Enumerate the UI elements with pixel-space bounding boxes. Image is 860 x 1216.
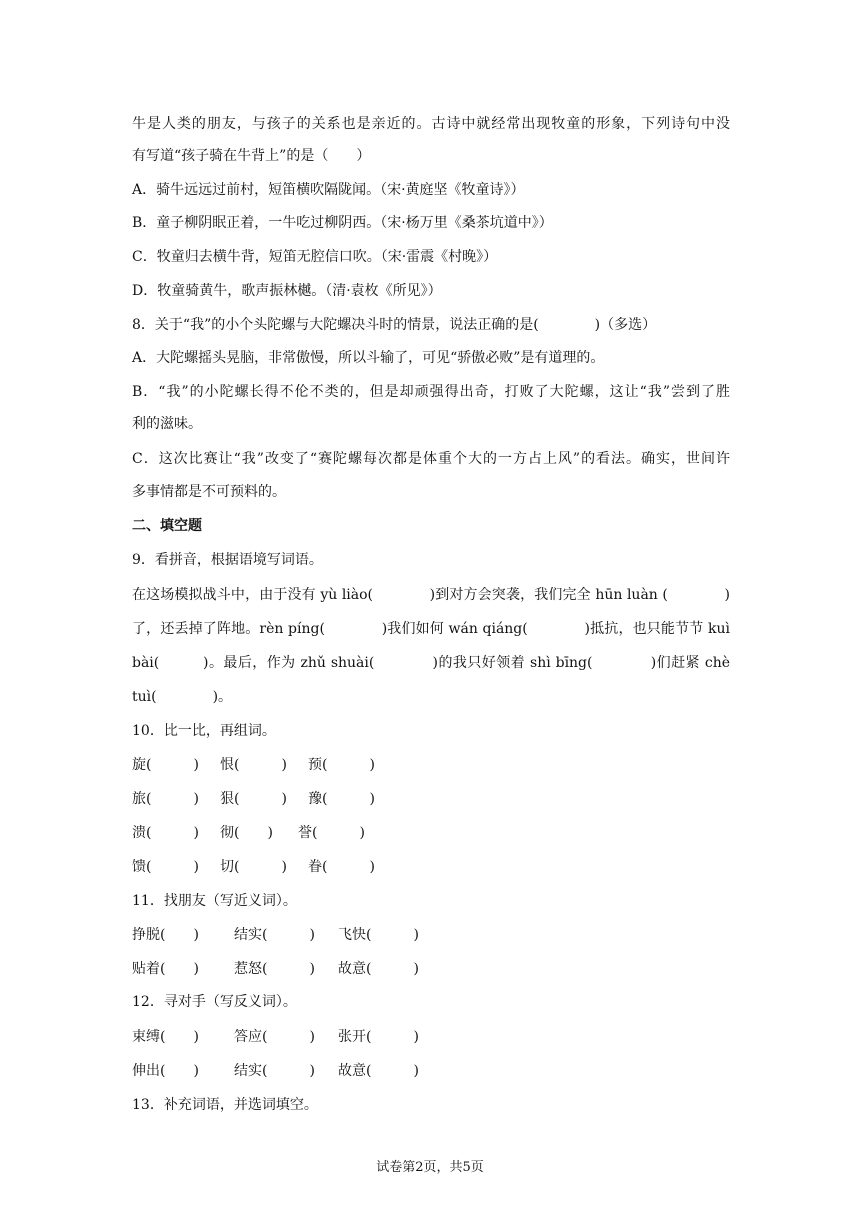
question-8-stem: 8．关于“我”的小个头陀螺与大陀螺决斗时的情景，说法正确的是( )（多选） [132, 317, 657, 333]
antonym-row [132, 1027, 419, 1047]
question-7-stem-line-2: 有写道“孩子骑在牛背上”的是（ ） [132, 148, 371, 164]
question-7-option-c: C．牧童归去横牛背，短笛无腔信口吹。（宋·雷震《村晚》） [132, 249, 498, 265]
question-7-option-d: D．牧童骑黄牛，歌声振林樾。（清·袁枚《所见》） [132, 283, 442, 299]
question-9-passage-line-2: 了，还丢掉了阵地。rèn píng( )我们如何 wán qiáng( )抵抗，也只能节节 kuì [132, 621, 730, 637]
compare-item: 旅( ) [132, 791, 199, 807]
compare-item: 豫( ) [308, 791, 375, 807]
synonym-item: 故意( ) [338, 961, 419, 977]
synonym-item: 挣脱( ) [132, 927, 199, 943]
antonym-item: 伸出( ) [132, 1063, 199, 1079]
compare-item: 旋( ) [132, 757, 199, 773]
antonym-item: 张开( ) [338, 1029, 419, 1045]
question-12-stem: 12．寻对手（写反义词）。 [132, 994, 297, 1010]
antonym-item: 答应( ) [234, 1029, 315, 1045]
compare-item: 溃( ) [132, 825, 199, 841]
synonym-row [132, 959, 419, 979]
antonym-item: 束缚( ) [132, 1029, 199, 1045]
compare-item: 恨( ) [220, 757, 287, 773]
compare-item: 狠( ) [220, 791, 287, 807]
antonym-item: 故意( ) [338, 1063, 419, 1079]
compare-row [132, 755, 375, 775]
synonym-row [132, 925, 419, 945]
question-8-option-c-line-1: C．这次比赛让“我”改变了“赛陀螺每次都是体重个大的一方占上风”的看法。确实，世间许 [132, 451, 730, 467]
antonym-item: 结实( ) [234, 1063, 315, 1079]
question-9-passage-line-3: bài( )。最后，作为 zhǔ shuài( )的我只好领着 shì bīng( )们赶紧 chè [132, 655, 730, 671]
question-8-option-a: A．大陀螺摇头晃脑，非常傲慢，所以斗输了，可见“骄傲必败”是有道理的。 [132, 350, 605, 366]
question-8-option-b-line-2: 利的滋味。 [132, 416, 202, 432]
compare-item: 预( ) [308, 757, 375, 773]
compare-row [132, 823, 365, 843]
question-9-passage-line-1: 在这场模拟战斗中，由于没有 yù liào( )到对方会突袭，我们完全 hūn luàn ( ) [132, 587, 730, 603]
question-8-option-c-line-2: 多事情都是不可预料的。 [132, 484, 286, 500]
question-9-passage-line-4: tuì( )。 [132, 689, 233, 705]
compare-row [132, 857, 375, 877]
question-9-stem: 9．看拼音，根据语境写词语。 [132, 552, 323, 568]
synonym-item: 飞快( ) [338, 927, 419, 943]
question-8-option-b-line-1: B．“我”的小陀螺长得不伦不类的，但是却顽强得出奇，打败了大陀螺，这让“我”尝到了胜 [132, 384, 730, 400]
compare-item: 彻( ) [220, 825, 273, 841]
compare-item: 切( ) [220, 859, 287, 875]
section-heading-fill-in: 二、填空题 [132, 518, 202, 534]
compare-item: 眷( ) [308, 859, 375, 875]
question-7-option-a: A．骑牛远远过前村，短笛横吹隔陇闻。（宋·黄庭坚《牧童诗》） [132, 182, 525, 198]
antonym-row [132, 1061, 419, 1081]
compare-item: 馈( ) [132, 859, 199, 875]
compare-row [132, 789, 375, 809]
question-10-stem: 10．比一比，再组词。 [132, 723, 276, 739]
synonym-item: 惹怒( ) [234, 961, 315, 977]
synonym-item: 贴着( ) [132, 961, 199, 977]
question-7-stem-line-1: 牛是人类的朋友，与孩子的关系也是亲近的。古诗中就经常出现牧童的形象，下列诗句中没 [132, 116, 730, 132]
page-footer: 试卷第2页，共5页 [376, 1160, 484, 1175]
synonym-item: 结实( ) [234, 927, 315, 943]
question-7-option-b: B．童子柳阴眠正着，一牛吃过柳阴西。（宋·杨万里《桑茶坑道中》） [132, 215, 553, 231]
question-11-stem: 11．找朋友（写近义词）。 [132, 893, 297, 909]
question-13-stem: 13．补充词语，并选词填空。 [132, 1097, 318, 1113]
compare-item: 誉( ) [298, 825, 365, 841]
